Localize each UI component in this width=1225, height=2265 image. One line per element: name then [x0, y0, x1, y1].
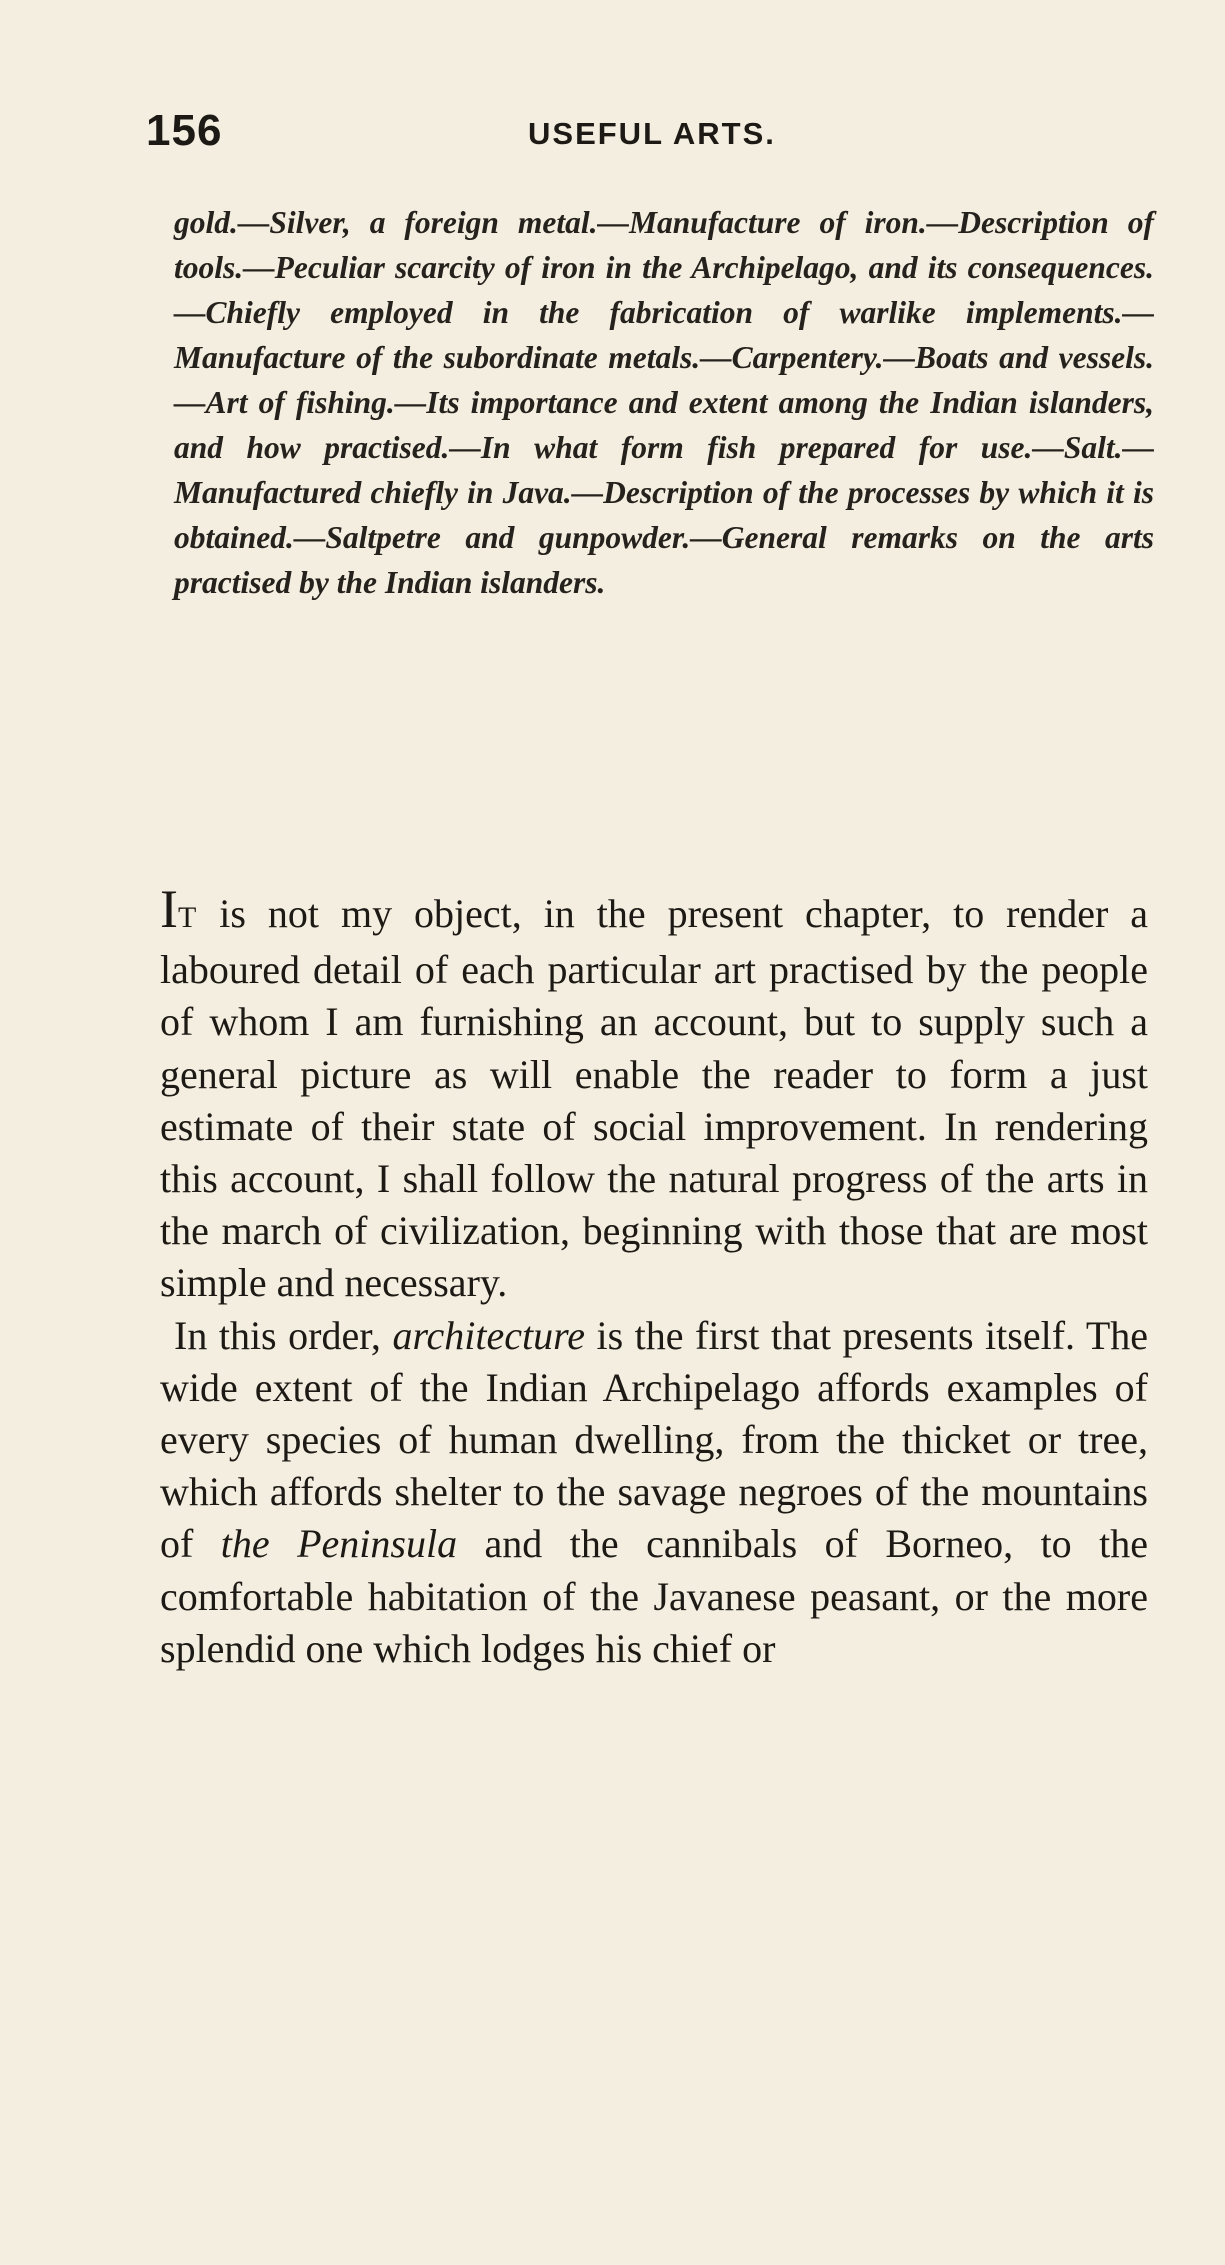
- italic-peninsula: the Peninsula: [220, 1521, 458, 1567]
- paragraph-2-text-middle: is the first that presents itself. The wide extent of the Indian Archipelago affords examples of every species of human dwelling, from the thicket or tree, which affords shelter to the savage negroes of the mountains of: [160, 1312, 1149, 1567]
- paragraph-2: [160, 1310, 1148, 1675]
- drop-cap: I: [160, 879, 178, 939]
- paragraph-2-text-before: In this order,: [174, 1312, 393, 1358]
- italic-architecture: architecture: [392, 1312, 585, 1358]
- running-title: USEFUL ARTS.: [528, 116, 776, 151]
- page-number: 156: [146, 106, 223, 155]
- body-text: [160, 879, 1149, 1675]
- chapter-summary: [174, 200, 1154, 605]
- summary-text: gold.—Silver, a foreign metal.—Manufacture of iron.—Description of tools.—Peculiar scarcity of iron in the Archipelago, and its consequences.—Chiefly employed in the fabrication of warlike implements.—Manufacture of the subordinate metals.—Carpentery.—Boats and vessels.—Art of fishing.—Its importance and extent among the Indian islanders, and how practised.—In what form fish prepared for use.—Salt.—Manufactured chiefly in Java.—Description of the processes by which it is obtained.—Saltpetre and gunpowder.—General remarks on the arts practised by the Indian islanders.: [174, 205, 1154, 600]
- paragraph-1: [160, 879, 1148, 1310]
- paragraph-2-text-after: and the cannibals of Borneo, to the comfortable habitation of the Javanese peasant, or the more splendid one which lodges his chief or: [160, 1521, 1148, 1671]
- small-caps-opening: T: [177, 901, 198, 934]
- paragraph-1-text: is not my object, in the present chapter, to render a laboured detail of each particular art practised by the people of whom I am furnishing an account, but to supply such a general picture as will enable the reader to form a just estimate of their state of social improvement. In rendering this account, I shall follow the natural progress of the arts in the march of civilization, beginning with those that are most simple and necessary.: [160, 891, 1148, 1306]
